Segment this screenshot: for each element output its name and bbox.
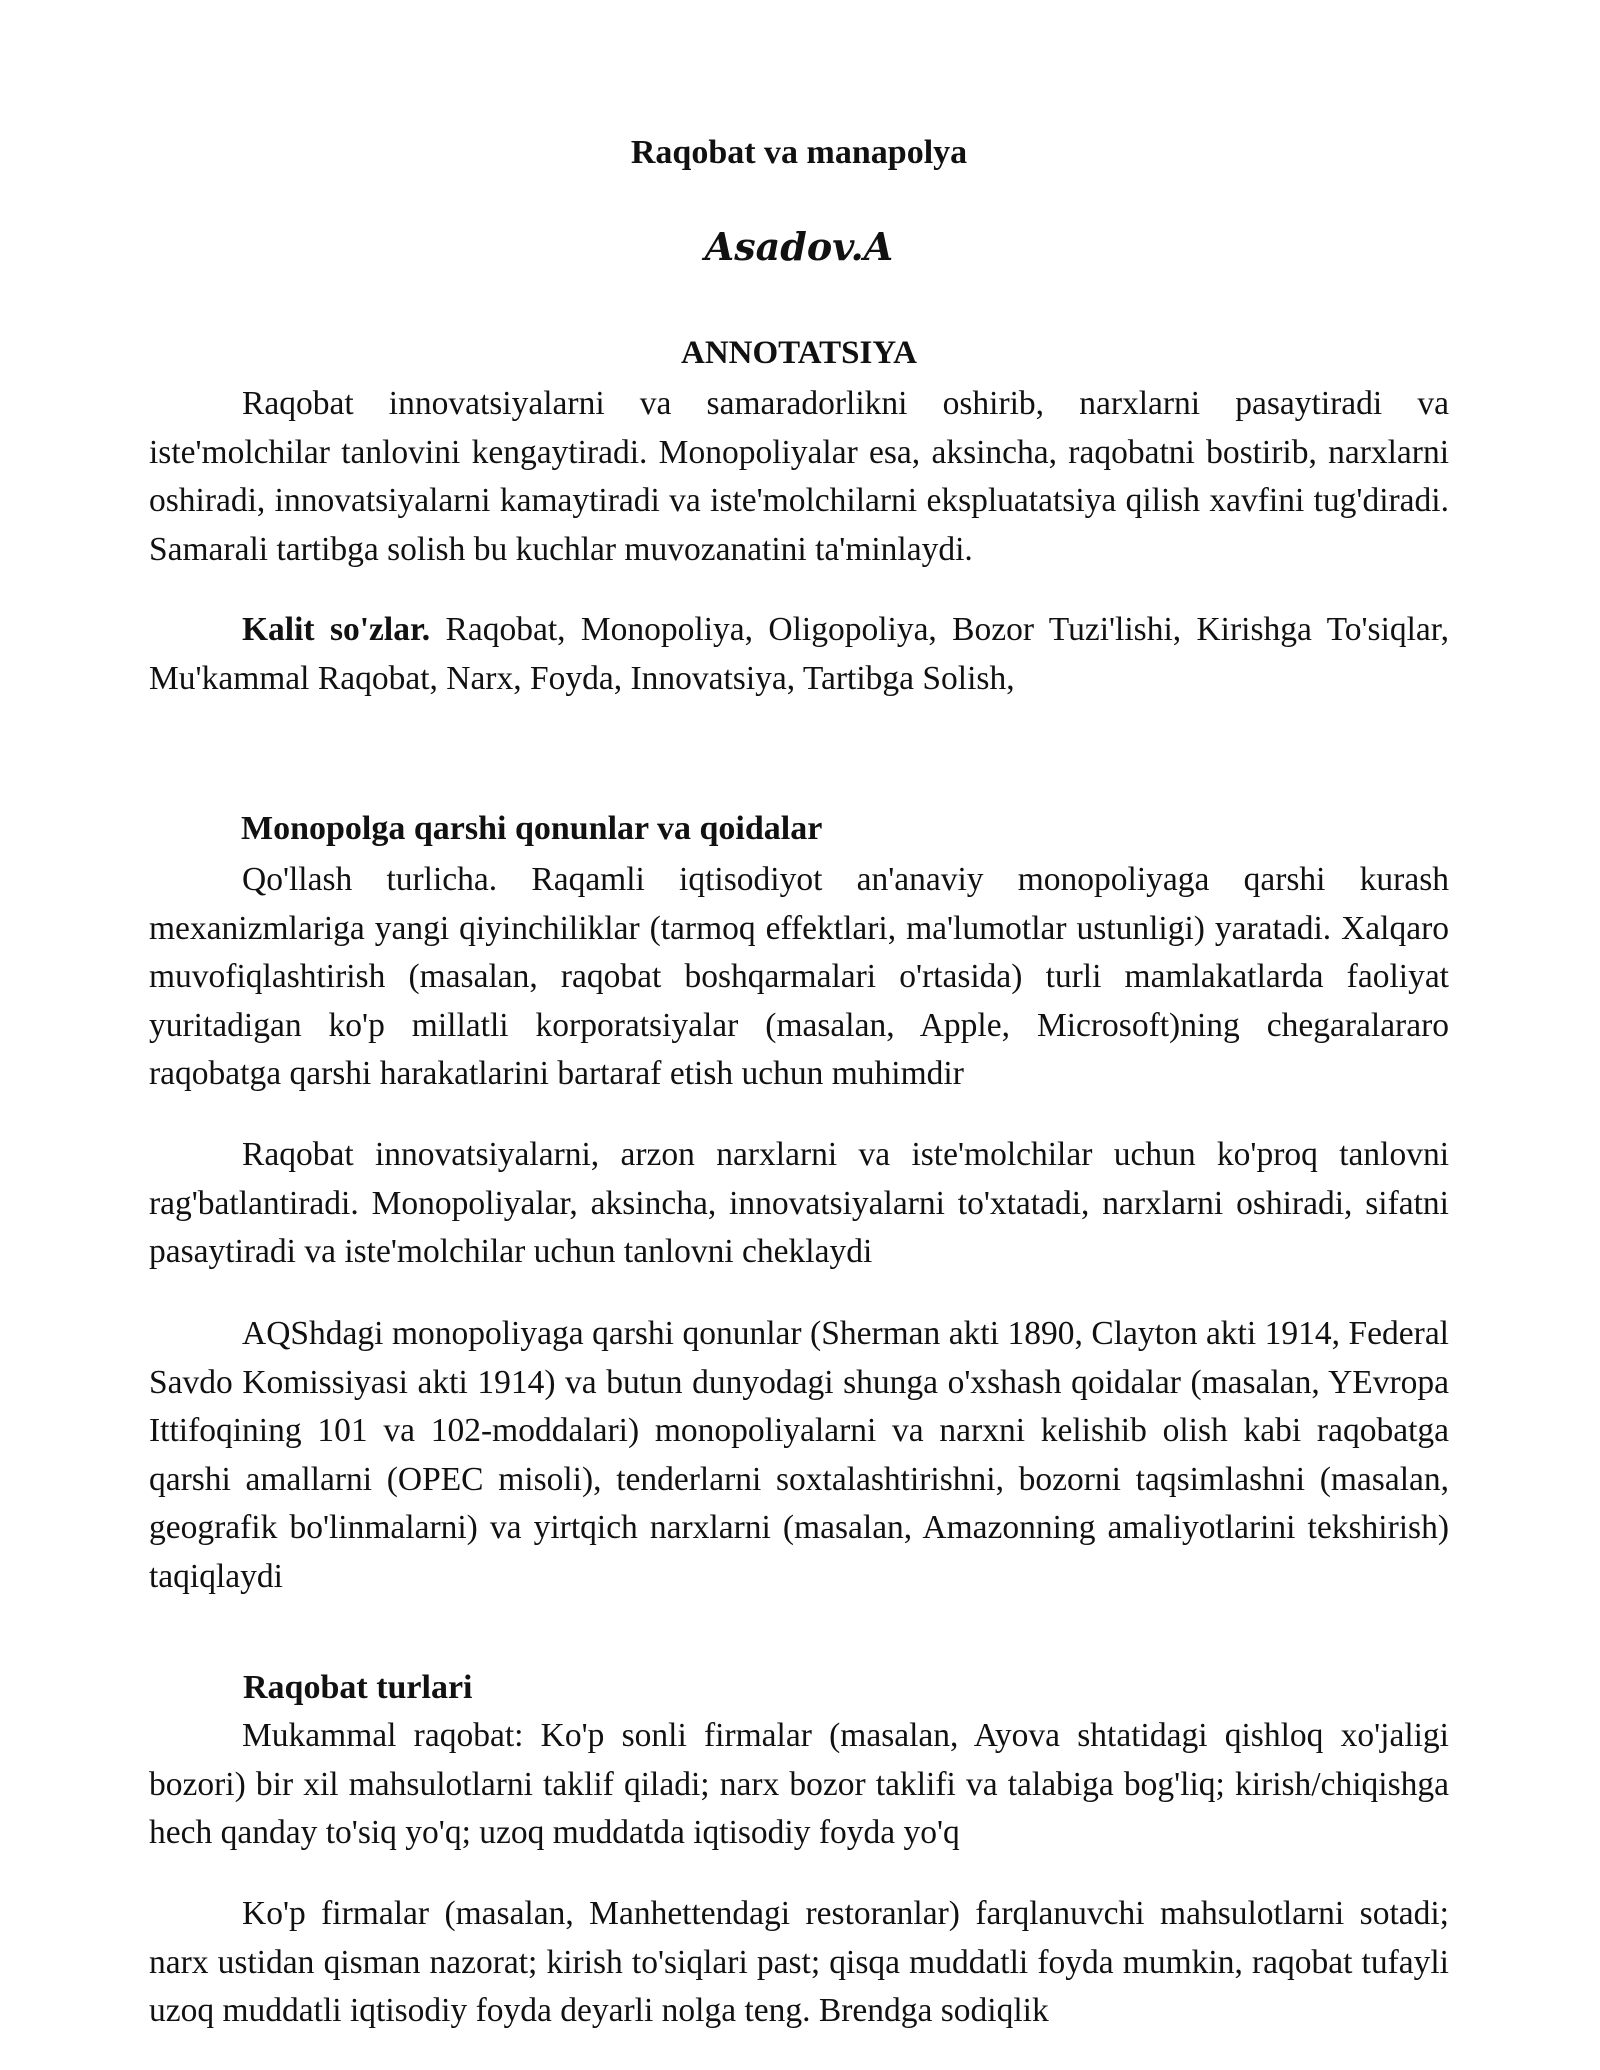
paragraph-competition-types-2: Ko'p firmalar (masalan, Manhettendagi restoranlar) farqlanuvchi mahsulotlarni sotadi; narx ustidan qisman nazorat; kirish to'siqlari past; qisqa muddatli foyda mumkin, raqobat tufayli uzoq muddatli iqtisodiy foyda deyarli nolga teng. Brendga sodiqlik [149,1895,1449,2029]
paragraph-antimonopoly-1: Qo'llash turlicha. Raqamli iqtisodiyot an'anaviy monopoliyaga qarshi kurash mexanizmlariga yangi qiyinchiliklar (tarmoq effektlari, ma'lumotlar ustunligi) yaratadi. Xalqaro muvofiqlashtirish (masalan, raqobat boshqarmalari o'rtasida) turli mamlakatlarda faoliyat yuritadigan ko'p millatli korporatsiyalar (masalan, Apple, Microsoft)ning chegaralararo raqobatga qarshi harakatlarini bartaraf etish uchun muhimdir [149,861,1449,1092]
annotation-paragraph: Raqobat innovatsiyalarni va samaradorlikni oshirib, narxlarni pasaytiradi va iste'molchilar tanlovini kengaytiradi. Monopoliyalar esa, aksincha, raqobatni bostirib, narxlarni oshiradi, innovatsiyalarni kamaytiradi va iste'molchilarni ekspluatatsiya qilish xavfini tug'diradi. Samarali tartibga solish bu kuchlar muvozanatini ta'minlaydi. [149,385,1449,568]
keywords-label: Kalit so'zlar. [242,611,431,648]
paragraph-competition-types-1: Mukammal raqobat: Ko'p sonli firmalar (masalan, Ayova shtatidagi qishloq xo'jaligi bozori) bir xil mahsulotlarni taklif qiladi; narx bozor taklifi va talabiga bog'liq; kirish/chiqishga hech qanday to'siq yo'q; uzoq muddatda iqtisodiy foyda yo'q [149,1717,1449,1851]
document-author: Asadov.A [704,224,894,269]
annotation-heading: ANNOTATSIYA [681,335,917,371]
document-title: Raqobat va manapolya [630,134,968,171]
paragraph-antimonopoly-2: Raqobat innovatsiyalarni, arzon narxlarni va iste'molchilar uchun ko'proq tanlovni rag'batlantiradi. Monopoliyalar, aksincha, innovatsiyalarni to'xtatadi, narxlarni oshiradi, sifatni pasaytiradi va iste'molchilar uchun tanlovni cheklaydi [149,1136,1449,1270]
paragraph-antimonopoly-3: AQShdagi monopoliyaga qarshi qonunlar (Sherman akti 1890, Clayton akti 1914, Federal Savdo Komissiyasi akti 1914) va butun dunyodagi shunga o'xshash qoidalar (masalan, YEvropa Ittifoqining 101 va 102-moddalari) monopoliyalarni va narxni kelishib olish kabi raqobatga qarshi amallarni (OPEC misoli), tenderlarni soxtalashtirishni, bozorni taqsimlashni (masalan, geografik bo'linmalarni) va yirtqich narxlarni (masalan, Amazonning amaliyotlarini tekshirish) taqiqlaydi [149,1315,1449,1595]
keywords-paragraph [149,606,1449,703]
section-heading-competition-types: Raqobat turlari [243,1669,473,1706]
section-heading-antimonopoly: Monopolga qarshi qonunlar va qoidalar [241,810,823,847]
keywords-list: Raqobat, Monopoliya, Oligopoliya, Bozor Tuzi'lishi, Kirishga To'siqlar, Mu'kammal Raqobat, Narx, Foyda, Innovatsiya, Tartibga Solish, [149,611,1449,697]
